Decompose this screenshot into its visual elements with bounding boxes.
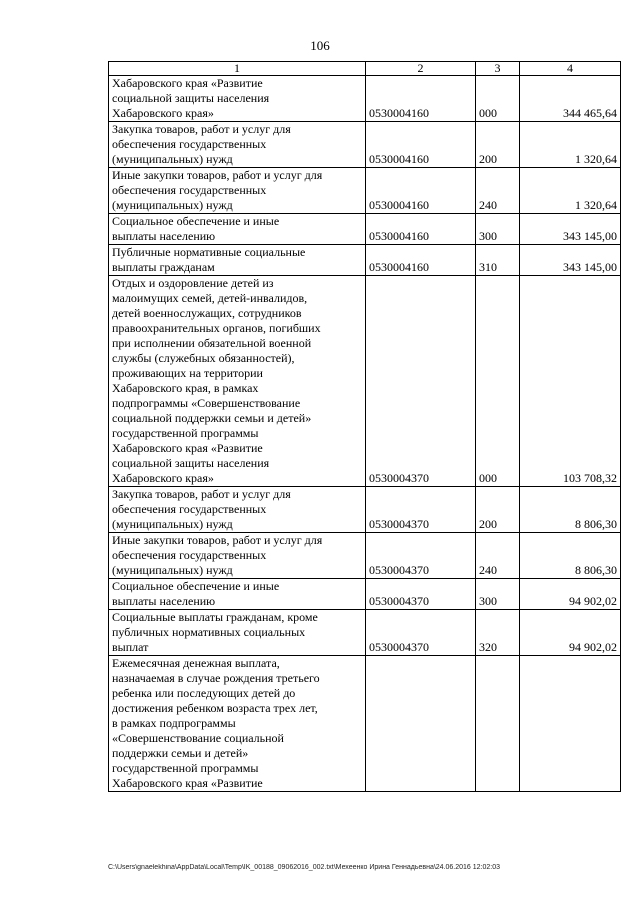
header-col-4: 4 (520, 62, 621, 76)
row-target-code: 0530004370 (366, 487, 476, 533)
description-line: «Совершенствование социальной (112, 731, 284, 745)
description-line: Отдых и оздоровление детей из (112, 276, 274, 290)
row-target-code (366, 656, 476, 792)
row-target-code: 0530004160 (366, 168, 476, 214)
table-row (109, 656, 621, 792)
row-target-code: 0530004160 (366, 245, 476, 276)
row-target-code: 0530004160 (366, 76, 476, 122)
row-target-code: 0530004160 (366, 122, 476, 168)
description-line: выплат (112, 640, 149, 654)
description-line: Социальные выплаты гражданам, кроме (112, 610, 318, 624)
description-line: выплаты гражданам (112, 260, 215, 274)
row-description (109, 487, 366, 533)
description-line: Социальное обеспечение и иные (112, 214, 280, 228)
row-expense-type (476, 656, 520, 792)
row-target-code: 0530004370 (366, 579, 476, 610)
description-line: достижения ребенком возраста трех лет, (112, 701, 318, 715)
row-expense-type: 200 (476, 122, 520, 168)
row-amount (520, 656, 621, 792)
description-line: подпрограммы «Совершенствование (112, 396, 301, 410)
description-line: проживающих на территории (112, 366, 263, 380)
description-line: социальной защиты населения (112, 91, 270, 105)
row-amount: 103 708,32 (520, 276, 621, 487)
table-row (109, 214, 621, 245)
table-row (109, 610, 621, 656)
description-line: публичных нормативных социальных (112, 625, 306, 639)
description-line: Хабаровского края» (112, 471, 214, 485)
footer-file-path: C:\Users\gnaelekhina\AppData\Local\Temp\IK_00188_09062016_002.txt\Мехеенко Ирина Геннадьевна\24.06.2016 12:02:03 (108, 864, 501, 871)
table-row (109, 245, 621, 276)
row-amount: 344 465,64 (520, 76, 621, 122)
table-row (109, 168, 621, 214)
description-line: в рамках подпрограммы (112, 716, 236, 730)
description-line: обеспечения государственных (112, 548, 267, 562)
description-line: Хабаровского края» (112, 106, 214, 120)
row-expense-type: 240 (476, 168, 520, 214)
description-line: (муниципальных) нужд (112, 517, 233, 531)
description-line: Закупка товаров, работ и услуг для (112, 122, 291, 136)
description-line: при исполнении обязательной военной (112, 336, 312, 350)
row-description (109, 214, 366, 245)
description-line: Хабаровского края «Развитие (112, 76, 263, 90)
row-expense-type: 000 (476, 276, 520, 487)
row-amount: 8 806,30 (520, 533, 621, 579)
description-line: государственной программы (112, 761, 259, 775)
description-line: ребенка или последующих детей до (112, 686, 296, 700)
row-amount: 1 320,64 (520, 122, 621, 168)
description-line: Иные закупки товаров, работ и услуг для (112, 168, 323, 182)
description-line: назначаемая в случае рождения третьего (112, 671, 320, 685)
row-expense-type: 200 (476, 487, 520, 533)
description-line: Иные закупки товаров, работ и услуг для (112, 533, 323, 547)
row-expense-type: 310 (476, 245, 520, 276)
row-expense-type: 300 (476, 579, 520, 610)
budget-table (108, 61, 621, 792)
row-description (109, 76, 366, 122)
row-description (109, 656, 366, 792)
row-expense-type: 300 (476, 214, 520, 245)
row-description (109, 245, 366, 276)
description-line: социальной поддержки семьи и детей» (112, 411, 312, 425)
row-amount: 343 145,00 (520, 245, 621, 276)
row-target-code: 0530004370 (366, 610, 476, 656)
row-description (109, 168, 366, 214)
description-line: социальной защиты населения (112, 456, 270, 470)
header-col-1: 1 (109, 62, 366, 76)
description-line: Закупка товаров, работ и услуг для (112, 487, 291, 501)
description-line: обеспечения государственных (112, 502, 267, 516)
row-expense-type: 320 (476, 610, 520, 656)
table-row (109, 579, 621, 610)
description-line: (муниципальных) нужд (112, 198, 233, 212)
row-target-code: 0530004160 (366, 214, 476, 245)
description-line: Хабаровского края «Развитие (112, 441, 263, 455)
description-line: Хабаровского края «Развитие (112, 776, 263, 790)
table-row (109, 533, 621, 579)
description-line: выплаты населению (112, 229, 216, 243)
table-row (109, 76, 621, 122)
row-description (109, 533, 366, 579)
header-row (109, 62, 621, 76)
row-description (109, 122, 366, 168)
row-expense-type: 240 (476, 533, 520, 579)
description-line: Ежемесячная денежная выплата, (112, 656, 280, 670)
row-expense-type: 000 (476, 76, 520, 122)
table-row (109, 276, 621, 487)
description-line: государственной программы (112, 426, 259, 440)
row-amount: 94 902,02 (520, 610, 621, 656)
description-line: (муниципальных) нужд (112, 152, 233, 166)
row-target-code: 0530004370 (366, 533, 476, 579)
row-description (109, 276, 366, 487)
header-col-3: 3 (476, 62, 520, 76)
description-line: детей военнослужащих, сотрудников (112, 306, 302, 320)
row-amount: 343 145,00 (520, 214, 621, 245)
description-line: поддержки семьи и детей» (112, 746, 249, 760)
description-line: обеспечения государственных (112, 183, 267, 197)
description-line: обеспечения государственных (112, 137, 267, 151)
table-body (109, 76, 621, 792)
table-row (109, 122, 621, 168)
row-amount: 1 320,64 (520, 168, 621, 214)
row-description (109, 579, 366, 610)
page-number: 106 (310, 38, 330, 53)
description-line: Социальное обеспечение и иные (112, 579, 280, 593)
description-line: малоимущих семей, детей-инвалидов, (112, 291, 308, 305)
header-col-2: 2 (366, 62, 476, 76)
description-line: (муниципальных) нужд (112, 563, 233, 577)
row-description (109, 610, 366, 656)
description-line: Хабаровского края, в рамках (112, 381, 259, 395)
table-row (109, 487, 621, 533)
row-amount: 94 902,02 (520, 579, 621, 610)
description-line: службы (служебных обязанностей), (112, 351, 295, 365)
description-line: правоохранительных органов, погибших (112, 321, 321, 335)
row-amount: 8 806,30 (520, 487, 621, 533)
row-target-code: 0530004370 (366, 276, 476, 487)
description-line: выплаты населению (112, 594, 216, 608)
description-line: Публичные нормативные социальные (112, 245, 306, 259)
